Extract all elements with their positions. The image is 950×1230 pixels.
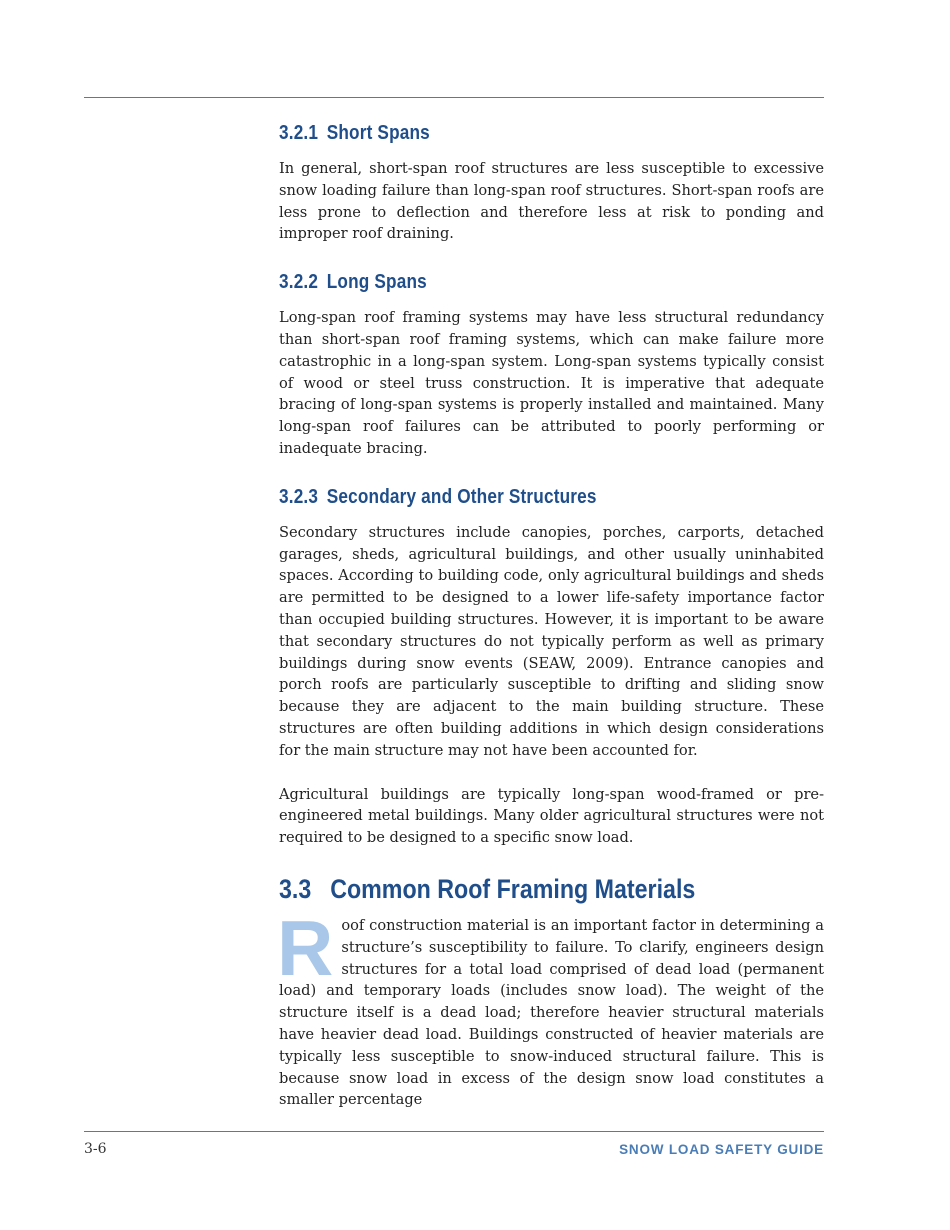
page-number: 3-6 (84, 1141, 107, 1157)
section-heading-3-2-3 (279, 482, 748, 512)
section-number: 3.2.1 (279, 122, 319, 144)
section-number: 3.3 (279, 873, 312, 904)
footer-rule (84, 1131, 824, 1132)
section-heading-3-3 (279, 871, 748, 907)
dropcap-paragraph (277, 903, 824, 1111)
section-heading-3-2-1 (279, 118, 748, 148)
section-number: 3.2.3 (279, 485, 319, 508)
paragraph: Secondary structures include canopies, porches, carports, detached garages, sheds, agricultural buildings, and other usually uninhabited spaces. According to building code, only agricultural buildings and sheds are permitted to be designed to a lower life-safety importance factor than occupied building structures. However, it is important to be aware that secondary structures do not typically perform as well as primary buildings during snow events (SEAW, 2009). Entrance canopies and porch roofs are particularly susceptible to drifting and sliding snow because they are adjacent to the main building structure. These structures are often building additions in which design considerations for the main structure may not have been accounted for. (279, 523, 824, 759)
paragraph: Agricultural buildings are typically long-span wood-framed or pre-engineered metal buildings. Many older agricultural structures were not required to be designed to a specific snow load. (279, 785, 824, 847)
guide-title: SNOW LOAD SAFETY GUIDE (619, 1142, 824, 1157)
paragraph-text: oof construction material is an important factor in determining a structure’s susceptibility to failure. To clarify, engineers design structures for a total load comprised of dead load (permanent load) and temporary loads (includes snow load). The weight of the structure itself is a dead load; therefore heavier structural materials have heavier dead load. Buildings constructed of heavier materials are typically less susceptible to snow-induced structural failure. This is because snow load in excess of the design snow load constitutes a smaller percentage (279, 916, 824, 1109)
section-heading-3-2-2 (279, 267, 748, 297)
page-content (279, 118, 824, 1133)
paragraph: Long-span roof framing systems may have less structural redundancy than short-span roof framing systems, which can make failure more catastrophic in a long-span system. Long-span systems typically consist of wood or steel truss construction. It is imperative that adequate bracing of long-span systems is properly installed and maintained. Many long-span roof failures can be attributed to poorly performing or inadequate bracing. (279, 309, 824, 457)
section-number: 3.2.2 (279, 271, 319, 294)
section-title: Common Roof Framing Materials (330, 873, 696, 904)
paragraph: In general, short-span roof structures are less susceptible to excessive snow loading failure than long-span roof structures. Short-span roofs are less prone to deflection and therefore less at risk to ponding and improper roof draining. (279, 160, 824, 243)
section-title: Secondary and Other Structures (326, 485, 597, 508)
section-title: Long Spans (326, 271, 427, 294)
header-rule (84, 97, 824, 98)
drop-cap: R (277, 903, 334, 992)
section-title: Short Spans (326, 122, 430, 144)
